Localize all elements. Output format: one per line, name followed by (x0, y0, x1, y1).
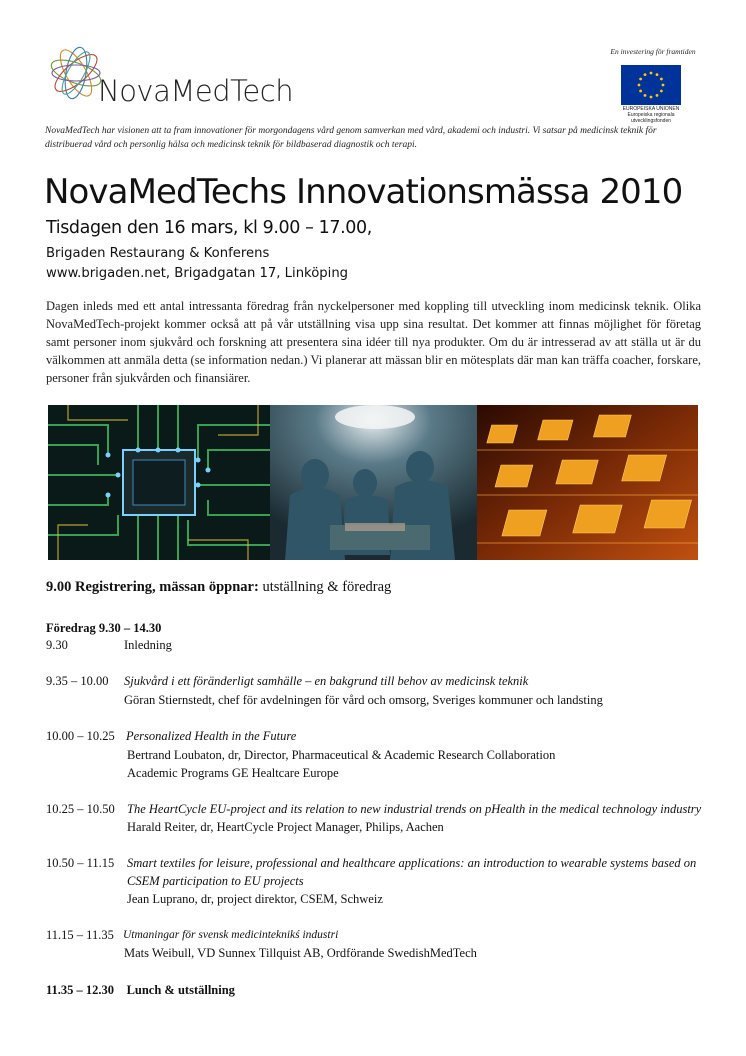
schedule-title: Inledning (124, 638, 172, 652)
eu-caption-line: utvecklingsfonden (630, 118, 672, 124)
schedule-row (46, 636, 68, 654)
schedule-speaker: Göran Stiernstedt, chef för avdelningen för vård och omsorg, Sveriges kommuner och landsting (124, 693, 603, 707)
intro-paragraph: Dagen inleds med ett antal intressanta föredrag från nyckelpersoner med koppling till utveckling inom medicinsk teknik. Olika NovaMedTech-projekt kommer också att på vår utställning visa upp sina resultat. Det kommer att finnas möjlighet för företag samt personer inom sjukvård och forskning att presentera sina idéer till nya produkter. Om du är intresserad av att ställa ut är du välkommen att anmäla detta (se information nedan.) Vi planerar att mässan blir en mötesplats där man kan träffa coacher, forskare, personer från sjukvården och finansiärer. (46, 299, 701, 385)
page-title: NovaMedTechs Innovationsmässa 2010 (44, 172, 683, 212)
schedule-time: 10.25 – 10.50 (46, 802, 115, 816)
lunch-time: 11.35 – 12.30 (46, 983, 115, 997)
registration-detail: utställning & föredrag (258, 579, 392, 595)
eu-star-icon (650, 96, 653, 99)
event-date: Tisdagen den 16 mars, kl 9.00 – 17.00, (46, 218, 372, 238)
eu-star-icon (660, 78, 663, 81)
schedule-title: Sjukvård i ett föränderligt samhälle – en bakgrund till behov av medicinsk teknik (124, 674, 529, 688)
schedule-time: 9.35 – 10.00 (46, 674, 109, 688)
eu-flag-icon (621, 65, 681, 105)
schedule-speaker: Bertrand Loubaton, dr, Director, Pharmaceutical & Academic Research Collaboration (127, 748, 556, 762)
logo-wordmark: NovaMedTech (98, 74, 294, 108)
registration-label: 9.00 Registrering, mässan öppnar: (46, 579, 259, 595)
eu-star-icon (660, 90, 663, 93)
event-address: www.brigaden.net, Brigadgatan 17, Linköping (46, 266, 349, 281)
section-title: Föredrag 9.30 – 14.30 (46, 621, 162, 635)
eu-star-icon (656, 73, 659, 76)
schedule-title: The HeartCycle EU-project and its relation to new industrial trends on pHealth in the medical technology industry (127, 802, 702, 816)
schedule-time: 10.00 – 10.25 (46, 729, 115, 743)
lunch-line (46, 983, 235, 998)
registration-line (46, 579, 391, 596)
microchips-image (477, 405, 698, 560)
schedule-time: 10.50 – 11.15 (46, 856, 115, 870)
schedule-speaker: Harald Reiter, dr, HeartCycle Project Manager, Philips, Aachen (127, 820, 444, 834)
circuit-board-image (48, 405, 270, 560)
schedule-time: 9.30 (46, 638, 68, 652)
eu-star-icon (644, 94, 647, 97)
eu-star-icon (639, 90, 642, 93)
schedule-speaker: Jean Luprano, dr, project direktor, CSEM, Schweiz (127, 892, 383, 906)
eu-star-icon (656, 94, 659, 97)
eu-star-icon (638, 84, 641, 87)
eu-star-icon (644, 73, 647, 76)
eu-caption-line: Europeiska regionala (627, 112, 675, 118)
schedule-speaker: Mats Weibull, VD Sunnex Tillquist AB, Ordförande SwedishMedTech (124, 946, 477, 960)
eu-star-icon (662, 84, 665, 87)
schedule-speaker: Academic Programs GE Healtcare Europe (127, 766, 339, 780)
schedule-title: Smart textiles for leisure, professional and healthcare applications: an introduction to wearable systems based on (127, 856, 697, 870)
schedule-title: Utmaningar för svensk medicinteknikś industri (123, 929, 339, 941)
banner-images (48, 405, 698, 560)
schedule-title: Personalized Health in the Future (126, 729, 297, 743)
eu-star-icon (650, 72, 653, 75)
eu-caption-line: EUROPEISKA UNIONEN (622, 106, 680, 112)
eu-caption (612, 106, 690, 124)
event-venue: Brigaden Restaurang & Konferens (46, 246, 270, 261)
lunch-label: Lunch & utställning (126, 983, 235, 997)
vision-statement: NovaMedTech har visionen att ta fram innovationer för morgondagens vård genom samverkan med vård, akademi och industri. Vi satsar på medicinsk teknik för distribuerad vård och personlig hälsa och medicinsk teknik för bildbaserad diagnostik och terapi. (45, 126, 657, 150)
eu-tagline: En investering för framtiden (610, 47, 696, 56)
surgery-image (270, 405, 477, 560)
schedule-title: CSEM participation to EU projects (127, 874, 304, 888)
eu-star-icon (639, 78, 642, 81)
schedule-time: 11.15 – 11.35 (46, 928, 114, 942)
